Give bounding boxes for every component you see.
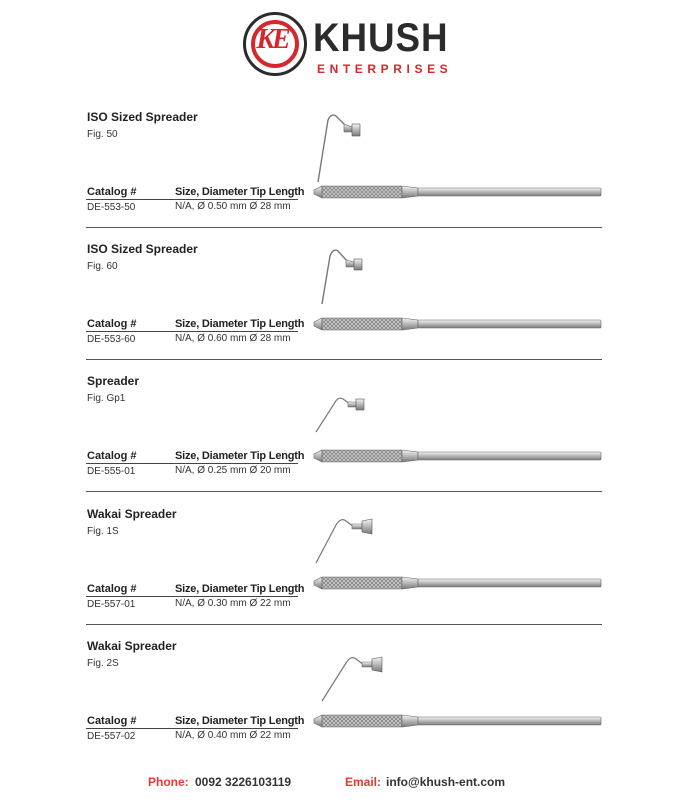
phone-label: Phone:: [148, 775, 189, 789]
catalog-header: Catalog #: [87, 318, 137, 330]
product-entry: [0, 110, 689, 242]
size-header: Size, Diameter Tip Length: [175, 583, 305, 595]
size-header: Size, Diameter Tip Length: [175, 186, 305, 198]
header-underline: [86, 331, 298, 332]
product-figure: Fig. 2S: [87, 658, 119, 669]
logo-emblem: [243, 12, 307, 76]
catalog-number: DE-557-01: [87, 599, 136, 610]
product-figure: Fig. 50: [87, 129, 118, 140]
header-underline: [86, 199, 298, 200]
product-title: Wakai Spreader: [87, 507, 177, 521]
brand-logo: [243, 10, 453, 80]
catalog-header: Catalog #: [87, 583, 137, 595]
product-entry: [0, 374, 689, 506]
contact-footer: [0, 775, 689, 793]
instrument-image: [308, 374, 608, 484]
size-value: N/A, Ø 0.25 mm Ø 20 mm: [175, 465, 291, 476]
catalog-number: DE-553-50: [87, 202, 136, 213]
product-title: Spreader: [87, 374, 140, 388]
size-value: N/A, Ø 0.60 mm Ø 28 mm: [175, 333, 291, 344]
catalog-number: DE-553-60: [87, 334, 136, 345]
catalog-number: DE-555-01: [87, 466, 136, 477]
size-value: N/A, Ø 0.50 mm Ø 28 mm: [175, 201, 291, 212]
product-entry: [0, 639, 689, 771]
product-title: ISO Sized Spreader: [87, 242, 198, 256]
email-label: Email:: [345, 775, 382, 789]
instrument-image: [308, 242, 608, 352]
size-value: N/A, Ø 0.30 mm Ø 22 mm: [175, 598, 291, 609]
logo-monogram: KE: [256, 24, 288, 55]
section-divider: [86, 359, 602, 360]
instrument-image: [308, 639, 608, 749]
instrument-image: [308, 110, 608, 220]
email-address[interactable]: info@khush-ent.com: [386, 775, 506, 789]
header-underline: [86, 596, 298, 597]
product-figure: Fig. 1S: [87, 526, 119, 537]
product-figure: Fig. 60: [87, 261, 118, 272]
product-figure: Fig. Gp1: [87, 393, 126, 404]
brand-subtitle: ENTERPRISES: [317, 62, 453, 76]
header-underline: [86, 463, 298, 464]
catalog-header: Catalog #: [87, 715, 137, 727]
phone-number[interactable]: 0092 3226103119: [195, 775, 292, 789]
product-entry: [0, 242, 689, 374]
size-header: Size, Diameter Tip Length: [175, 450, 305, 462]
catalog-number: DE-557-02: [87, 731, 136, 742]
section-divider: [86, 491, 602, 492]
instrument-image: [308, 507, 608, 617]
section-divider: [86, 227, 602, 228]
section-divider: [86, 624, 602, 625]
header-underline: [86, 728, 298, 729]
product-title: ISO Sized Spreader: [87, 110, 198, 124]
catalog-header: Catalog #: [87, 450, 137, 462]
size-value: N/A, Ø 0.40 mm Ø 22 mm: [175, 730, 291, 741]
size-header: Size, Diameter Tip Length: [175, 715, 305, 727]
size-header: Size, Diameter Tip Length: [175, 318, 305, 330]
product-entry: [0, 507, 689, 639]
product-title: Wakai Spreader: [87, 639, 177, 653]
catalog-header: Catalog #: [87, 186, 137, 198]
brand-name: KHUSH: [313, 16, 449, 60]
